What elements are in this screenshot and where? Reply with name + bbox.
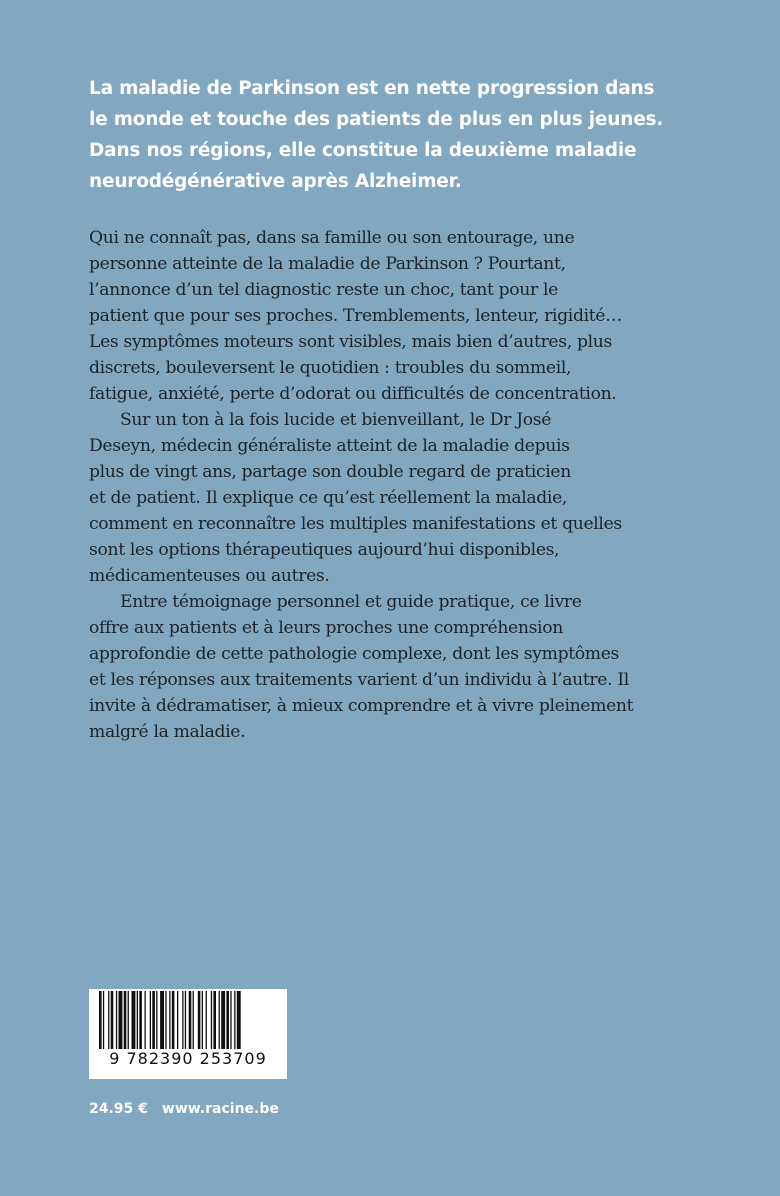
paragraph-2 [89, 407, 701, 589]
isbn-barcode [89, 989, 287, 1079]
barcode-bar [172, 991, 175, 1049]
barcode-bar [198, 991, 201, 1049]
barcode-bar [230, 991, 231, 1049]
intro-line: neurodégénérative après Alzheimer. [89, 171, 462, 192]
barcode-bar [160, 991, 164, 1049]
barcode-bar [177, 991, 178, 1049]
text-line: Qui ne connaît pas, dans sa famille ou son entourage, une [89, 228, 575, 248]
intro-line: Dans nos régions, elle constitue la deuxième maladie [89, 140, 637, 161]
paragraph-3 [89, 589, 701, 745]
barcode-bar [202, 991, 203, 1049]
paragraph-1 [89, 225, 701, 407]
text-line: malgré la maladie. [89, 722, 246, 742]
barcode-bar [139, 991, 142, 1049]
barcode-bar [116, 991, 117, 1049]
text-line: discrets, bouleversent le quotidien : troubles du sommeil, [89, 358, 572, 378]
barcode-bar [137, 991, 138, 1049]
publisher-url: www.racine.be [161, 1101, 279, 1117]
barcode-bar [128, 991, 129, 1049]
intro-blurb [89, 73, 709, 197]
barcode-bars [89, 989, 287, 1051]
text-line: médicamenteuses ou autres. [89, 566, 330, 586]
barcode-bar [119, 991, 123, 1049]
barcode-bar [165, 991, 166, 1049]
price: 24.95 € [89, 1101, 148, 1117]
barcode-bar [193, 991, 194, 1049]
text-line: Deseyn, médecin généraliste atteint de la maladie depuis [89, 436, 570, 456]
barcode-bar [111, 991, 114, 1049]
barcode-bar [226, 991, 229, 1049]
text-line: plus de vingt ans, partage son double regard de praticien [89, 462, 571, 482]
barcode-bar [108, 991, 109, 1049]
barcode-bar [99, 991, 102, 1049]
barcode-bar [219, 991, 220, 1049]
barcode-bar [103, 991, 104, 1049]
text-line: et les réponses aux traitements varient d’un individu à l’autre. Il [89, 670, 629, 690]
barcode-bar [152, 991, 155, 1049]
text-line: l’annonce d’un tel diagnostic reste un choc, tant pour le [89, 280, 558, 300]
isbn-number: 9 782390 253709 [109, 1049, 267, 1068]
barcode-bar [237, 991, 241, 1049]
text-line: et de patient. Il explique ce qu’est réellement la maladie, [89, 488, 567, 508]
barcode-bar [182, 991, 183, 1049]
text-line: comment en reconnaître les multiples manifestations et quelles [89, 514, 622, 534]
barcode-bar [156, 991, 157, 1049]
text-line: personne atteinte de la maladie de Parkinson ? Pourtant, [89, 254, 566, 274]
text-line: sont les options thérapeutiques aujourd’hui disponibles, [89, 540, 560, 560]
barcode-bar [206, 991, 207, 1049]
barcode-bar [185, 991, 186, 1049]
footer [89, 1101, 279, 1117]
barcode-bar [221, 991, 225, 1049]
barcode-bar [189, 991, 192, 1049]
text-line: invite à dédramatiser, à mieux comprendre et à vivre pleinement [89, 696, 634, 716]
text-line: Les symptômes moteurs sont visibles, mais bien d’autres, plus [89, 332, 612, 352]
text-line: Entre témoignage personnel et guide pratique, ce livre [120, 592, 582, 612]
barcode-bar [145, 991, 146, 1049]
intro-line: le monde et touche des patients de plus en plus jeunes. [89, 109, 664, 130]
barcode-bar [234, 991, 235, 1049]
barcode-bar [169, 991, 170, 1049]
text-line: offre aux patients et à leurs proches une compréhension [89, 618, 563, 638]
intro-line: La maladie de Parkinson est en nette progression dans [89, 78, 655, 99]
text-line: fatigue, anxiété, perte d’odorat ou difficultés de concentration. [89, 384, 617, 404]
barcode-bar [211, 991, 212, 1049]
barcode-bar [132, 991, 136, 1049]
text-line: approfondie de cette pathologie complexe, dont les symptômes [89, 644, 620, 664]
barcode-bar [124, 991, 127, 1049]
text-line: patient que pour ses proches. Tremblements, lenteur, rigidité… [89, 306, 622, 326]
description-text [89, 225, 701, 745]
barcode-bar [213, 991, 216, 1049]
barcode-bar [150, 991, 151, 1049]
text-line: Sur un ton à la fois lucide et bienveillant, le Dr José [120, 410, 552, 430]
